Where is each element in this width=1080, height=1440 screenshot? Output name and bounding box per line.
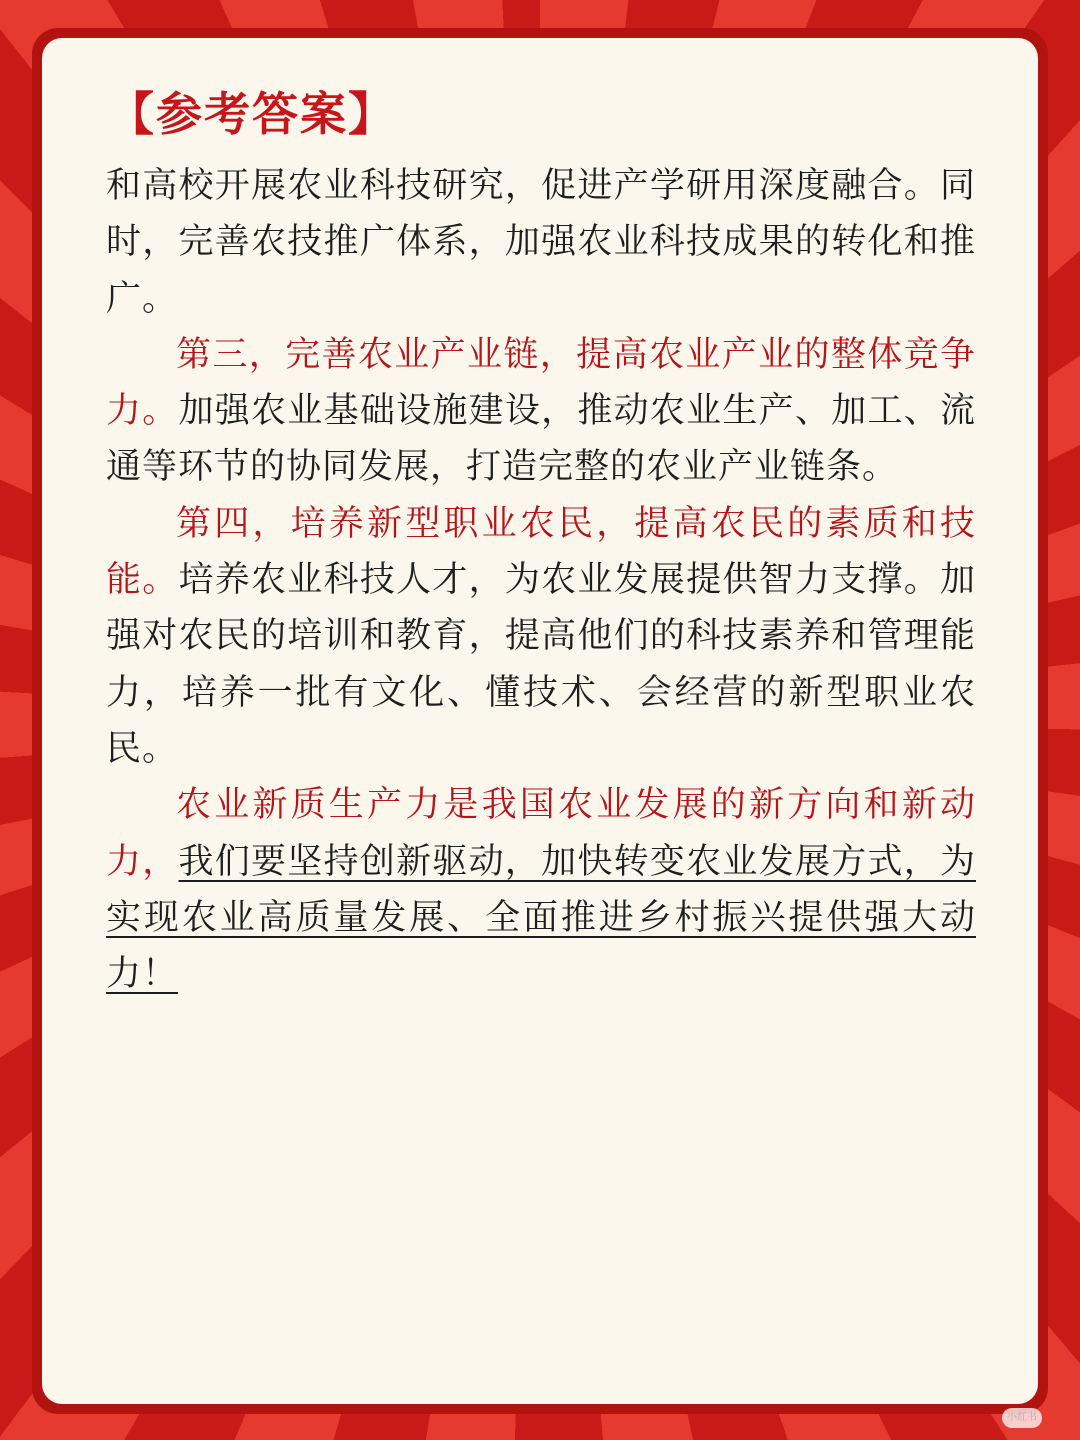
watermark-logo: 小红书 — [1002, 1408, 1042, 1428]
paragraph-4-underlined-text: 我们要坚持创新驱动，加快转变农业发展方式，为实现农业高质量发展、全面推进乡村振兴提供强大动力！ — [106, 841, 976, 995]
paragraph-2 — [106, 327, 976, 496]
paragraph-2-heading: 第三，完善农业产业链，提高农业产业的整体竞争力。 — [106, 334, 976, 432]
answer-content — [106, 158, 976, 1002]
paragraph-3 — [106, 496, 976, 777]
page-title: 【参考答案】 — [108, 87, 396, 141]
paragraph-1-text: 和高校开展农业科技研究，促进产学研用深度融合。同时，完善农技推广体系，加强农业科技成果的转化和推广。 — [106, 166, 976, 319]
paragraph-2-text: 加强农业基础设施建设，推动农业生产、加工、流通等环节的协同发展，打造完整的农业产业链条。 — [106, 391, 976, 488]
paragraph-3-text: 培养农业科技人才，为农业发展提供智力支撑。加强对农民的培训和教育，提高他们的科技素养和管理能力，培养一批有文化、懂技术、会经营的新型职业农民。 — [106, 560, 976, 769]
paragraph-4 — [106, 777, 976, 1002]
paragraph-1 — [106, 158, 976, 327]
paragraph-3-heading: 第四，培养新型职业农民，提高农民的素质和技能。 — [106, 503, 976, 601]
paragraph-4-heading: 农业新质生产力是我国农业发展的新方向和新动力， — [106, 785, 976, 882]
